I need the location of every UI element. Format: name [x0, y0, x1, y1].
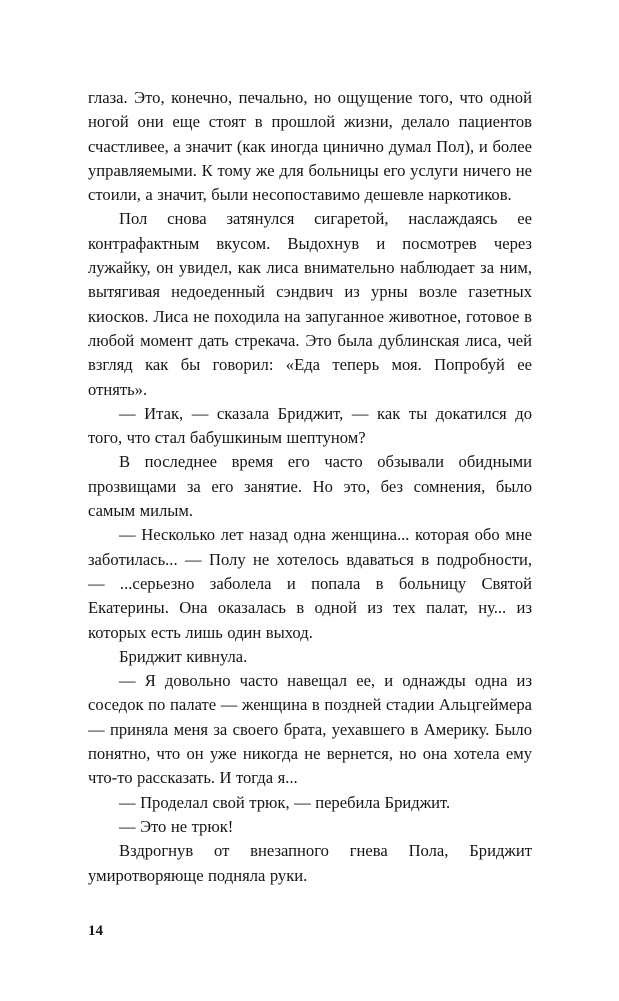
page-number: 14 — [88, 923, 103, 939]
paragraph: Пол снова затянулся сигаретой, наслаждаясь ее контрафактным вкусом. Выдохнув и посмотрев через лужайку, он увидел, как лиса внимательно наблюдает за ним, вытягивая недоеденный сэндвич из урны возле газетных киосков. Лиса не походила на запуганное животное, готовое в любой момент дать стрекача. Это была дублинская лиса, чей взгляд как бы говорил: «Еда теперь моя. Попробуй ее отнять». — [88, 209, 532, 399]
text-block — [88, 86, 532, 888]
paragraph: глаза. Это, конечно, печально, но ощущение того, что одной ногой они еще стоят в прошлой жизни, делало пациентов счастливее, а значит (как иногда цинично думал Пол), и более управляемыми. К тому же для больницы его услуги ничего не стоили, а значит, были несопоставимо дешевле наркотиков. — [88, 88, 532, 205]
paragraph: Вздрогнув от внезапного гнева Пола, Бриджит умиротворяюще подняла руки. — [88, 841, 532, 885]
paragraph: — Несколько лет назад одна женщина... которая обо мне заботилась... — Полу не хотелось вдаваться в подробности, — ...серьезно заболела и попала в больницу Святой Екатерины. Она оказалась в одной из тех палат, ну... из которых есть лишь один выход. — [88, 525, 532, 642]
paragraph: В последнее время его часто обзывали обидными прозвищами за его занятие. Но это, без сомнения, было самым милым. — [88, 452, 532, 521]
paragraph: — Это не трюк! — [119, 816, 234, 836]
paragraph: — Я довольно часто навещал ее, и однажды одна из соседок по палате — женщина в поздней стадии Альцгеймера — приняла меня за своего брата, уехавшего в Америку. Было понятно, что он уже никогда не вернется, но она хотела ему что-то рассказать. И тогда я... — [88, 671, 532, 788]
paragraph: — Итак, — сказала Бриджит, — как ты докатился до того, что стал бабушкиным шептуном? — [88, 403, 532, 448]
paragraph: — Проделал свой трюк, — перебила Бриджит. — [119, 792, 451, 812]
paragraph: Бриджит кивнула. — [119, 646, 248, 666]
